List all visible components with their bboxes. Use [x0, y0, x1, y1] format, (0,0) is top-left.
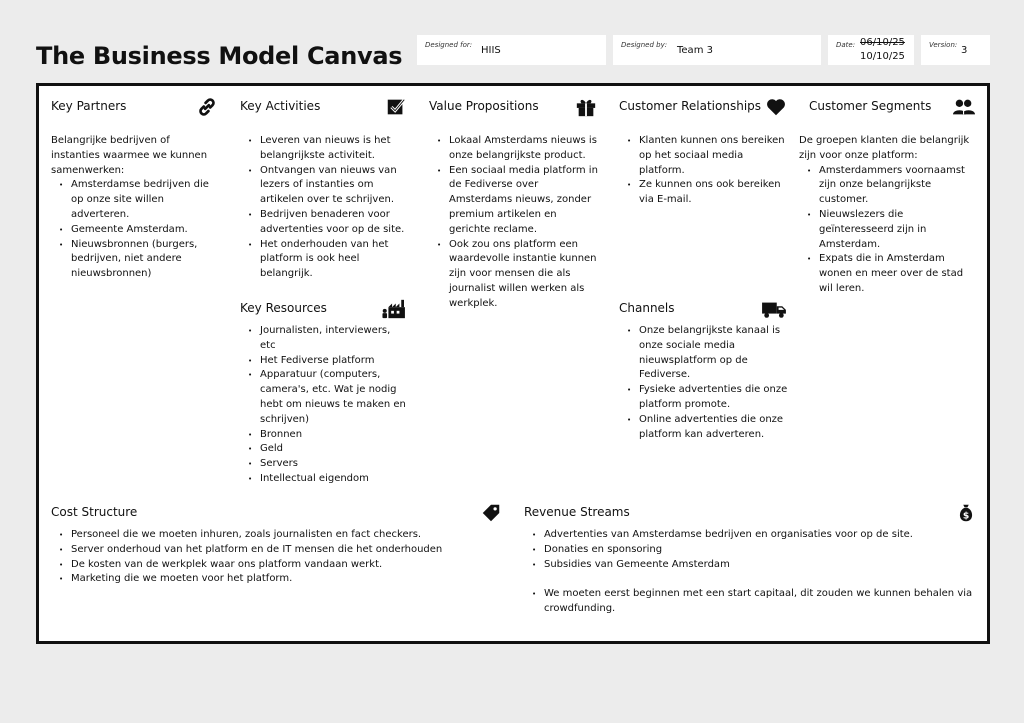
page-title: The Business Model Canvas: [36, 42, 403, 70]
key-resources-body: [240, 324, 409, 487]
value-propositions-item: • Lokaal Amsterdams nieuws is onze belangrijkste product.: [449, 134, 599, 164]
version-label: Version:: [929, 41, 958, 49]
revenue-streams-section[interactable]: [512, 492, 987, 641]
customer-segments-intro: De groepen klanten die belangrijk zijn voor onze platform:: [799, 135, 970, 161]
channels-body: [619, 324, 789, 442]
key-resources-item: • Geld: [260, 442, 409, 457]
revenue-streams-item: • Subsidies van Gemeente Amsterdam: [544, 558, 979, 573]
key-resources-title: Key Resources: [240, 301, 327, 315]
customer-relationships-body: [619, 134, 789, 208]
key-partners-item: • Amsterdamse bedrijven die op onze site willen adverteren.: [71, 178, 220, 222]
value-propositions-item: • Een sociaal media platform in de Fediverse over Amsterdams nieuws, zonder premium artikelen en gerichte reclame.: [449, 164, 599, 238]
date-label: Date:: [836, 41, 856, 49]
cost-structure-body: [51, 528, 504, 587]
gift-icon: [575, 96, 597, 118]
heart-icon: [765, 96, 787, 118]
designed-for-label: Designed for:: [425, 41, 473, 49]
version-value: 3: [961, 45, 968, 56]
cost-structure-item: • De kosten van de werkplek waar ons platform vandaan werkt.: [71, 558, 504, 573]
value-propositions-section[interactable]: [417, 86, 609, 494]
revenue-streams-body: [524, 528, 979, 617]
tag-icon: [480, 502, 502, 524]
customer-relationships-item: • Klanten kunnen ons bereiken op het sociaal media platform.: [639, 134, 789, 178]
key-partners-title: Key Partners: [51, 99, 127, 113]
version-box[interactable]: [921, 35, 990, 65]
key-activities-section[interactable]: [228, 86, 419, 290]
key-activities-item: • Leveren van nieuws is het belangrijkste activiteit.: [260, 134, 409, 164]
key-resources-item: • Het Fediverse platform: [260, 354, 409, 369]
key-resources-item: • Bronnen: [260, 428, 409, 443]
key-partners-item: • Gemeente Amsterdam.: [71, 223, 220, 238]
revenue-streams-extra-item: • We moeten eerst beginnen met een start capitaal, dit zouden we kunnen behalen via crowdfunding.: [544, 587, 979, 617]
key-resources-item: • Intellectual eigendom: [260, 472, 409, 487]
cost-structure-item: • Server onderhoud van het platform en de IT mensen die het onderhouden: [71, 543, 504, 558]
cost-structure-item: • Marketing die we moeten voor het platform.: [71, 572, 504, 587]
customer-segments-item: • Amsterdammers voornaamst zijn onze belangrijkste customer.: [819, 164, 979, 208]
key-resources-section[interactable]: [228, 288, 419, 494]
users-icon: [951, 96, 977, 118]
key-partners-section[interactable]: [39, 86, 230, 494]
revenue-streams-item: • Donaties en sponsoring: [544, 543, 979, 558]
designed-for-box[interactable]: [417, 35, 606, 65]
date-new-value: 10/10/25: [860, 51, 905, 62]
key-activities-item: • Ontvangen van nieuws van lezers of instanties om artikelen over te schrijven.: [260, 164, 409, 208]
revenue-streams-title: Revenue Streams: [524, 505, 630, 519]
value-propositions-body: [429, 134, 599, 312]
key-activities-body: [240, 134, 409, 282]
channels-item: • Online advertenties die onze platform kan adverteren.: [639, 413, 789, 443]
truck-icon: [761, 298, 787, 320]
customer-segments-item: • Nieuwslezers die geïnteresseerd zijn in Amsterdam.: [819, 208, 979, 252]
key-partners-item: • Nieuwsbronnen (burgers, bedrijven, niet andere nieuwsbronnen): [71, 238, 220, 282]
channels-section[interactable]: [607, 288, 799, 494]
channels-item: • Onze belangrijkste kanaal is onze sociale media nieuwsplatform op de Fediverse.: [639, 324, 789, 383]
date-old-value: 06/10/25: [860, 37, 905, 48]
key-resources-item: • Servers: [260, 457, 409, 472]
key-partners-body: [51, 134, 220, 282]
link-icon: [196, 96, 218, 118]
key-resources-item: • Apparatuur (computers, camera's, etc. Wat je nodig hebt om nieuws te maken en schrijven): [260, 368, 409, 427]
designed-by-label: Designed by:: [621, 41, 668, 49]
customer-segments-title: Customer Segments: [809, 99, 932, 113]
cost-structure-item: • Personeel die we moeten inhuren, zoals journalisten en fact checkers.: [71, 528, 504, 543]
key-activities-item: • Bedrijven benaderen voor advertenties voor op de site.: [260, 208, 409, 238]
revenue-streams-item: • Advertenties van Amsterdamse bedrijven en organisaties voor op de site.: [544, 528, 979, 543]
value-propositions-item: • Ook zou ons platform een waardevolle instantie kunnen zijn voor mensen die als journalist willen werken als werkplek.: [449, 238, 599, 312]
customer-segments-body: [799, 134, 979, 297]
designed-by-box[interactable]: [613, 35, 821, 65]
key-resources-item: • Journalisten, interviewers, etc: [260, 324, 409, 354]
factory-icon: [379, 298, 407, 320]
channels-title: Channels: [619, 301, 675, 315]
customer-relationships-title: Customer Relationships: [619, 99, 762, 113]
value-propositions-title: Value Propositions: [429, 99, 539, 113]
designed-for-value: HIIS: [481, 45, 501, 56]
date-box[interactable]: [828, 35, 914, 65]
customer-relationships-section[interactable]: [607, 86, 799, 290]
key-activities-title: Key Activities: [240, 99, 321, 113]
channels-item: • Fysieke advertenties die onze platform promote.: [639, 383, 789, 413]
customer-segments-section[interactable]: [797, 86, 987, 494]
money-bag-icon: [955, 502, 977, 524]
key-partners-intro: Belangrijke bedrijven of instanties waarmee we kunnen samenwerken:: [51, 135, 208, 176]
customer-segments-item: • Expats die in Amsterdam wonen en meer over de stad wil leren.: [819, 252, 979, 296]
cost-structure-section[interactable]: [39, 492, 514, 641]
svg-text:$: $: [962, 510, 970, 522]
key-activities-item: • Het onderhouden van het platform is ook heel belangrijk.: [260, 238, 409, 282]
checkbox-icon: [385, 96, 407, 118]
cost-structure-title: Cost Structure: [51, 505, 138, 519]
business-model-canvas: [36, 83, 990, 644]
designed-by-value: Team 3: [677, 45, 713, 56]
customer-relationships-item: • Ze kunnen ons ook bereiken via E-mail.: [639, 178, 789, 208]
